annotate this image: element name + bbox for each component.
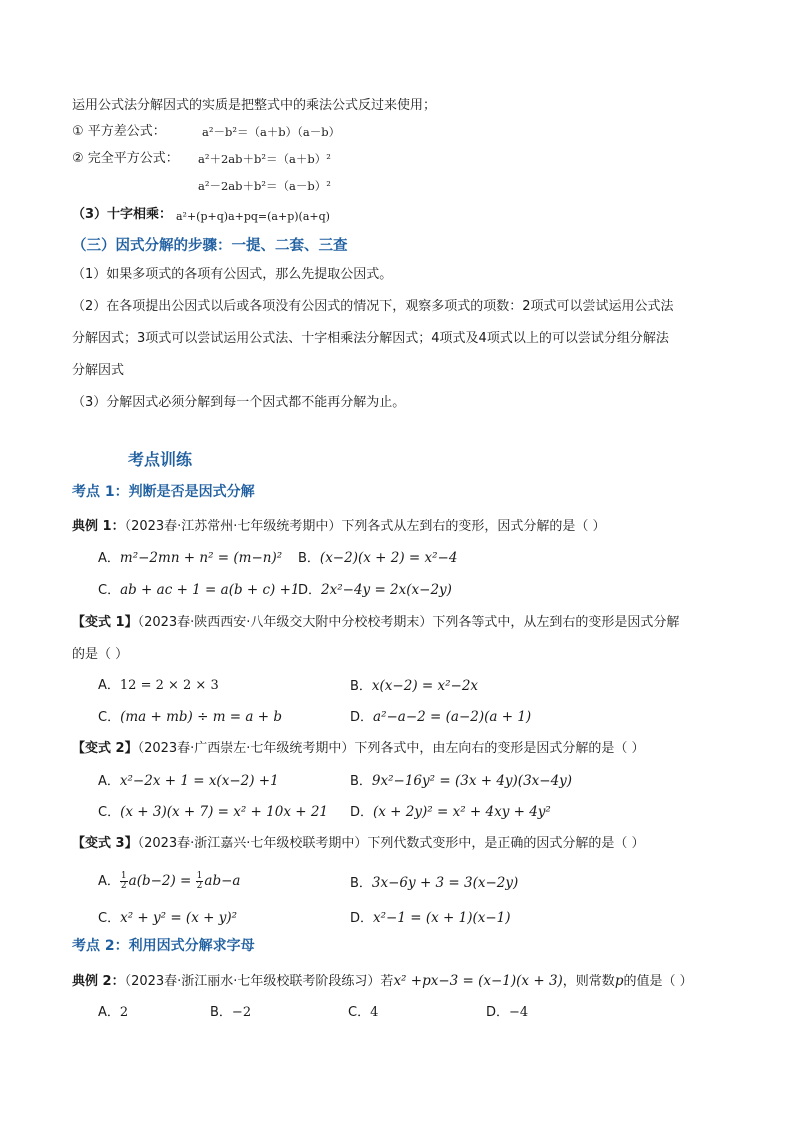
example-1-question xyxy=(72,518,606,536)
intro-text: 运用公式法分解因式的实质是把整式中的乘法公式反过来使用； xyxy=(72,98,437,113)
step-2-line-3: 分解因式 xyxy=(72,363,125,378)
variant-3-question: 【变式 3】（2023春·浙江嘉兴·七年级校联考期中）下列代数式变形中，是正确的因式分解的是（ ） xyxy=(72,836,645,851)
example-1-option-d: D．2x²−4y = 2x(x−2y) xyxy=(298,582,452,598)
perfect-square-label: ② 完全平方公式： xyxy=(72,151,179,166)
example-1-label: 典例 1： xyxy=(72,519,125,534)
perfect-square-formula-2: a²－2ab＋b²＝（a－b）² xyxy=(198,179,331,193)
square-difference-formula: a²－b²＝（a＋b）（a－b） xyxy=(202,125,341,139)
step-1: （1）如果多项式的各项有公因式，那么先提取公因式。 xyxy=(72,267,393,282)
variant-2-option-a: A．x²−2x + 1 = x(x−2) +1 xyxy=(98,773,279,789)
example-1-option-b: B．(x−2)(x + 2) = x²−4 xyxy=(298,550,458,566)
step-2-line-1: （2）在各项提出公因式以后或各项没有公因式的情况下，观察多项式的项数：2项式可以尝试运用公式法 xyxy=(72,299,674,314)
variant-2-option-c: C．(x + 3)(x + 7) = x² + 10x + 21 xyxy=(98,804,329,820)
variant-3-option-d: D．x²−1 = (x + 1)(x−1) xyxy=(350,910,511,926)
kp1-title: 考点 1：判断是否是因式分解 xyxy=(72,484,255,500)
variant-3-option-c: C．x² + y² = (x + y)² xyxy=(98,910,238,926)
variant-1-label: 【变式 1】 xyxy=(72,615,138,630)
example-2-question: 典例 2：（2023春·浙江丽水·七年级校联考阶段练习）若x² +px−3 = (x−1)(x + 3)，则常数p的值是（ ） xyxy=(72,973,693,989)
step-3: （3）分解因式必须分解到每一个因式都不能再分解为止。 xyxy=(72,395,406,410)
steps-heading: （三）因式分解的步骤：一提、二套、三查 xyxy=(72,238,348,254)
fraction-one-half: $\frac{1}{2}$ xyxy=(196,871,203,891)
example-1-option-c: C．ab + ac + 1 = a(b + c) +1 xyxy=(98,582,300,598)
example-2-option-b: B．−2 xyxy=(210,1005,252,1020)
kp2-title: 考点 2：利用因式分解求字母 xyxy=(72,938,255,954)
variant-1-option-b: B．x(x−2) = x²−2x xyxy=(350,678,479,694)
variant-1-question-line-2: 的是（ ） xyxy=(72,647,129,662)
example-2-option-c: C．4 xyxy=(348,1005,379,1020)
variant-2-option-d: D．(x + 2y)² = x² + 4xy + 4y² xyxy=(350,804,551,820)
variant-2-label: 【变式 2】 xyxy=(72,741,138,756)
cross-multiply-formula: a²+(p+q)a+pq=(a+p)(a+q) xyxy=(176,210,330,223)
perfect-square-formula-1: a²＋2ab＋b²＝（a＋b）² xyxy=(198,152,331,166)
variant-3-label: 【变式 3】 xyxy=(72,836,138,851)
variant-3-option-a: A． $\frac{1}{2}$ a(b−2) = $\frac{1}{2}$ ab−a xyxy=(98,871,241,891)
fraction-one-half: $\frac{1}{2}$ xyxy=(120,871,127,891)
step-2-line-2: 分解因式；3项式可以尝试运用公式法、十字相乘法分解因式；4项式及4项式以上的可以尝试分组分解法 xyxy=(72,331,669,346)
variant-1-option-d: D．a²−a−2 = (a−2)(a + 1) xyxy=(350,709,532,725)
cross-multiply-label: （3）十字相乘： xyxy=(72,207,173,222)
square-difference-label: ① 平方差公式： xyxy=(72,124,166,139)
variant-1-option-c: C．(ma + mb) ÷ m = a + b xyxy=(98,709,282,725)
variant-3-option-b: B．3x−6y + 3 = 3(x−2y) xyxy=(350,875,519,891)
variant-2-option-b: B．9x²−16y² = (3x + 4y)(3x−4y) xyxy=(350,773,573,789)
example-2-option-d: D．−4 xyxy=(486,1005,529,1020)
example-2-option-a: A．2 xyxy=(98,1005,129,1020)
variant-2-question: 【变式 2】（2023春·广西崇左·七年级统考期中）下列各式中，由左向右的变形是因式分解的是（ ） xyxy=(72,741,645,756)
variant-1-option-a: A．12 = 2 × 2 × 3 xyxy=(98,678,219,693)
variant-1-question-line-1: 【变式 1】（2023春·陕西西安·八年级交大附中分校校考期末）下列各等式中，从左到右的变形是因式分解 xyxy=(72,615,680,630)
example-1-text: （2023春·江苏常州·七年级统考期中）下列各式从左到右的变形，因式分解的是（ ） xyxy=(124,519,606,534)
example-2-label: 典例 2： xyxy=(72,974,125,989)
training-title: 考点训练 xyxy=(128,450,193,469)
example-1-option-a: A．m²−2mn + n² = (m−n)² xyxy=(98,550,283,566)
